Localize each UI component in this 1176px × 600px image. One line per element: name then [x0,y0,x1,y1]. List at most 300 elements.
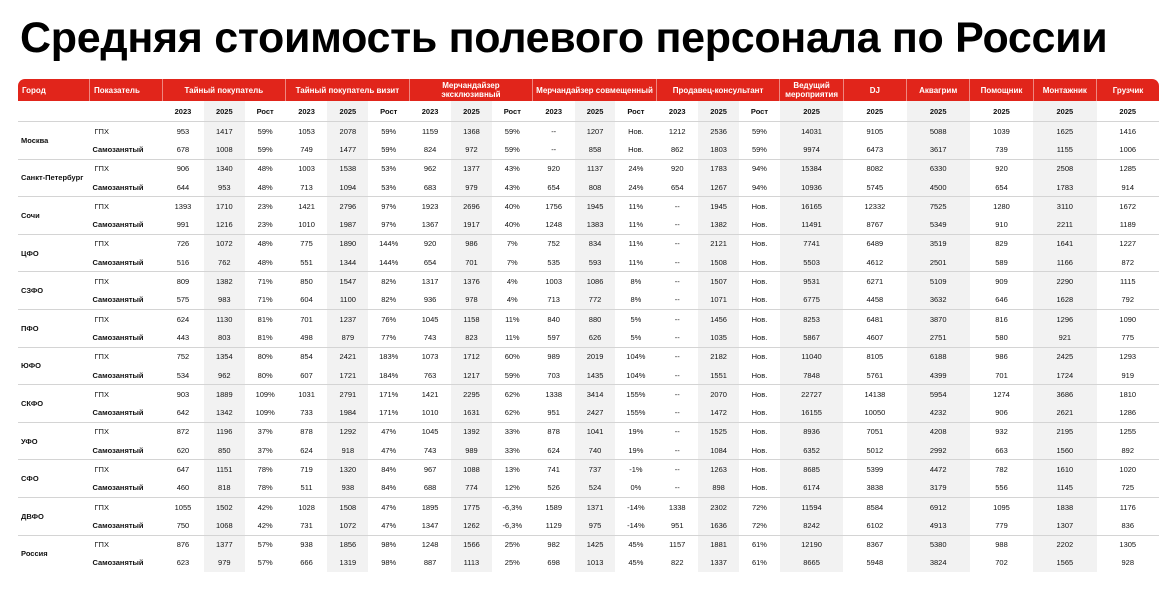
value-cell: 77% [381,332,397,342]
value-cell: Нов. [751,408,768,418]
value-cell: 607 [300,370,313,380]
value-cell: 7051 [843,422,906,441]
city-cell: СФО [18,460,90,498]
value-cell: 989 [533,347,575,366]
value-cell: 104% [615,347,656,366]
value-cell: 5954 [907,385,970,404]
value-cell: 6174 [780,479,843,498]
value-cell: 59% [245,122,286,141]
value-cell: 1053 [286,122,328,141]
value-cell: 1881 [698,535,739,554]
value-cell: 19% [628,445,644,455]
value-cell: 81% [257,332,273,342]
value-cell: 2427 [575,403,616,422]
value-cell: 11% [505,332,520,342]
value-cell: 854 [286,347,328,366]
table-row [18,497,1159,516]
value-cell: 666 [300,558,313,568]
value-cell: 61% [739,535,780,554]
value-cell: 986 [970,347,1033,366]
value-cell: 1672 [1097,197,1159,216]
value-cell: 144% [368,234,409,253]
value-cell: 1508 [698,253,739,272]
value-cell: 98% [381,558,397,568]
value-cell: 6271 [843,272,906,291]
value-cell: 57% [257,558,273,568]
value-cell: 1803 [698,140,739,159]
value-cell: 701 [995,370,1008,380]
value-cell: 1320 [327,460,368,479]
value-cell: 898 [698,479,739,498]
value-cell: 13% [492,460,533,479]
value-cell: 4607 [866,332,884,342]
table-row [18,554,1159,572]
value-cell: 11% [615,234,656,253]
value-cell: 2992 [907,441,970,460]
value-cell: 1472 [698,403,739,422]
value-cell: -- [656,385,698,404]
value-cell: 82% [381,295,397,305]
table-row [18,441,1159,460]
value-cell: 144% [379,257,399,267]
value-cell: 1008 [204,140,245,159]
value-cell: 171% [368,385,409,404]
value-cell: 1274 [970,385,1033,404]
value-cell: 1551 [698,366,739,385]
value-cell: 1456 [698,309,739,328]
value-cell: 1068 [204,516,245,535]
indicator-cell: ГПХ [90,309,163,328]
value-cell: 98% [368,535,409,554]
value-cell: 511 [300,483,313,493]
value-cell: 4208 [907,422,970,441]
value-cell: 12332 [843,197,906,216]
value-cell: 2501 [907,253,970,272]
value-cell: 78% [257,483,273,493]
value-cell: 1560 [1033,441,1096,460]
value-cell: 59% [381,144,397,154]
value-cell: 1377 [204,535,245,554]
value-cell: 2425 [1033,347,1096,366]
value-cell: Нов. [739,347,780,366]
value-cell: 94% [751,182,767,192]
page-title: Средняя стоимость полевого персонала по России [20,14,1108,62]
value-cell: 644 [176,182,190,192]
value-cell: 1917 [451,215,492,234]
value-cell: 1176 [1097,497,1159,516]
value-cell: 8253 [780,309,843,328]
value-cell: 624 [162,309,204,328]
value-cell: 1945 [698,197,739,216]
value-cell: 53% [368,159,409,178]
city-cell: ЮФО [18,347,90,385]
value-cell: 59% [368,122,409,141]
value-cell: 1084 [698,441,739,460]
value-cell: 7741 [780,234,843,253]
table-row [18,535,1159,554]
single-header: Ведущий мероприятия [780,79,843,101]
value-cell: Нов. [751,332,768,342]
value-cell: 1502 [204,497,245,516]
value-cell: 2796 [327,197,368,216]
value-cell: 1775 [451,497,492,516]
table-row [18,347,1159,366]
table-row [18,403,1159,422]
value-cell: 752 [533,234,575,253]
value-cell: 1382 [204,272,245,291]
value-cell: 4% [492,272,533,291]
value-cell: 763 [423,370,437,380]
value-cell: 48% [257,182,273,192]
value-cell: 986 [451,234,492,253]
value-cell: -- [674,220,680,230]
value-cell: 71% [257,295,273,305]
value-cell: 8242 [780,516,843,535]
value-cell: 59% [257,144,273,154]
value-cell: 1783 [1033,178,1096,197]
value-cell: 12% [504,483,520,493]
value-cell: 11594 [780,497,843,516]
value-cell: 76% [368,309,409,328]
value-cell: 1340 [204,159,245,178]
value-cell: 47% [368,497,409,516]
indicator-cell: Самозанятый [92,445,144,455]
value-cell: 9531 [780,272,843,291]
value-cell: 878 [533,422,575,441]
sub-header: 2023 [533,101,575,122]
value-cell: 1010 [421,408,439,418]
value-cell: 43% [504,182,520,192]
value-cell: 5867 [780,328,843,347]
value-cell: 1088 [451,460,492,479]
value-cell: 8105 [843,347,906,366]
value-cell: 23% [257,220,273,230]
sub-header: 2025 [1033,101,1096,122]
value-cell: 920 [970,159,1033,178]
value-cell: Нов. [739,309,780,328]
value-cell: 11% [492,309,533,328]
value-cell: 3686 [1033,385,1096,404]
value-cell: 1115 [1097,272,1159,291]
value-cell: 1923 [409,197,451,216]
value-cell: 80% [257,370,273,380]
indicator-cell: Самозанятый [92,144,144,154]
value-cell: 6489 [843,234,906,253]
value-cell: 11491 [780,215,843,234]
value-cell: 580 [995,332,1008,342]
group-header: Тайный покупатель визит [286,79,410,101]
value-cell: 876 [162,535,204,554]
value-cell: 962 [204,366,245,385]
value-cell: 1006 [1119,144,1137,154]
value-cell: 688 [423,483,437,493]
value-cell: 6481 [843,309,906,328]
subheader-row [18,101,1159,122]
value-cell: 60% [492,347,533,366]
value-cell: 1286 [1119,408,1137,418]
value-cell: Нов. [751,483,768,493]
value-cell: 1285 [1097,159,1159,178]
value-cell: 1712 [451,347,492,366]
value-cell: 2421 [327,347,368,366]
value-cell: 45% [615,535,656,554]
value-cell: 1212 [656,122,698,141]
indicator-cell: ГПХ [90,422,163,441]
indicator-cell: Самозанятый [92,483,144,493]
value-cell: Нов. [739,234,780,253]
group-header: Тайный покупатель [162,79,286,101]
value-cell: 978 [451,291,492,310]
value-cell: 1166 [1033,253,1096,272]
value-cell: 526 [547,483,560,493]
indicator-cell: ГПХ [90,535,163,554]
value-cell: 47% [381,445,397,455]
value-cell: 10050 [864,408,886,418]
value-cell: 803 [204,328,245,347]
value-cell: 535 [547,257,560,267]
value-cell: 12190 [780,535,843,554]
value-cell: 1724 [1033,366,1096,385]
value-cell: 967 [409,460,451,479]
value-cell: 654 [547,182,560,192]
sub-header: 2025 [698,101,739,122]
value-cell: 928 [1121,558,1135,568]
value-cell: 1368 [451,122,492,141]
value-cell: 1217 [451,366,492,385]
value-cell: 1377 [451,159,492,178]
value-cell: 4458 [866,295,884,305]
value-cell: 5349 [907,215,970,234]
value-cell: 1159 [409,122,451,141]
value-cell: 1003 [286,159,328,178]
value-cell: 878 [286,422,328,441]
group-header: Мерчандайзер эксклюзивный [409,79,533,101]
indicator-cell: ГПХ [90,122,163,141]
sub-header: Рост [615,101,656,122]
value-cell: 910 [995,220,1008,230]
value-cell: 42% [257,520,273,530]
value-cell: 1280 [970,197,1033,216]
value-cell: 2121 [698,234,739,253]
value-cell: 43% [492,159,533,178]
value-cell: 1207 [575,122,616,141]
value-cell: 11% [615,197,656,216]
value-cell: Нов. [628,144,644,154]
value-cell: -- [674,257,680,267]
value-cell: 1255 [1097,422,1159,441]
table-row [18,516,1159,535]
value-cell: 663 [995,445,1008,455]
value-cell: 5948 [866,558,884,568]
value-cell: 741 [533,460,575,479]
value-cell: 892 [1121,445,1135,455]
col-city-header: Город [18,79,90,101]
value-cell: 589 [995,257,1008,267]
value-cell: 938 [286,535,328,554]
table-row [18,253,1159,272]
value-cell: 713 [300,182,313,192]
value-cell: 2536 [698,122,739,141]
value-cell: 1227 [1097,234,1159,253]
value-cell: 6102 [866,520,884,530]
value-cell: 921 [1033,328,1096,347]
value-cell: 1196 [204,422,245,441]
value-cell: 6912 [907,497,970,516]
value-cell: 1435 [575,366,616,385]
value-cell: 1416 [1097,122,1159,141]
value-cell: 4399 [907,366,970,385]
value-cell: 1292 [327,422,368,441]
value-cell: 534 [176,370,190,380]
value-cell: 4913 [907,516,970,535]
value-cell: 4472 [907,460,970,479]
value-cell: 1987 [327,215,368,234]
value-cell: 24% [628,182,644,192]
value-cell: 775 [1121,332,1135,342]
value-cell: 623 [176,558,190,568]
value-cell: 3110 [1033,197,1096,216]
value-cell: 991 [176,220,190,230]
value-cell: 829 [970,234,1033,253]
value-cell: 6330 [907,159,970,178]
value-cell: 1090 [1097,309,1159,328]
value-cell: 1525 [698,422,739,441]
value-cell: 872 [162,422,204,441]
value-cell: 5761 [866,370,884,380]
value-cell: 1895 [409,497,451,516]
city-cell: Сочи [18,197,90,235]
value-cell: 840 [533,309,575,328]
table-row [18,140,1159,159]
value-cell: 6352 [780,441,843,460]
value-cell: 1100 [327,291,368,310]
value-cell: 1055 [162,497,204,516]
value-cell: 647 [162,460,204,479]
value-cell: 1248 [409,535,451,554]
value-cell: 53% [381,182,397,192]
sub-header: 2023 [162,101,204,122]
value-cell: 9105 [843,122,906,141]
value-cell: 1625 [1033,122,1096,141]
value-cell: 8584 [843,497,906,516]
value-cell: 3179 [907,479,970,498]
indicator-cell: ГПХ [90,347,163,366]
value-cell: 1984 [327,403,368,422]
value-cell: 646 [995,295,1008,305]
value-cell: 624 [547,445,560,455]
city-cell: СКФО [18,385,90,423]
value-cell: 1189 [1119,220,1136,230]
value-cell: -1% [615,460,656,479]
value-cell: 1371 [575,497,616,516]
indicator-cell: ГПХ [90,197,163,216]
indicator-cell: Самозанятый [92,332,144,342]
table-row [18,460,1159,479]
value-cell: 5380 [907,535,970,554]
sub-header: Рост [245,101,286,122]
value-cell: 8685 [780,460,843,479]
value-cell: 920 [409,234,451,253]
value-cell: 5503 [780,253,843,272]
single-header: Помощник [970,79,1033,101]
value-cell: 5012 [866,445,884,455]
cost-table-wrap [18,79,1159,572]
value-cell: 1376 [451,272,492,291]
city-cell: УФО [18,422,90,460]
value-cell: 713 [547,295,560,305]
value-cell: 25% [492,535,533,554]
value-cell: 988 [970,535,1033,554]
value-cell: 792 [1121,295,1135,305]
indicator-cell: ГПХ [90,234,163,253]
value-cell: 1382 [698,215,739,234]
value-cell: -- [674,370,680,380]
value-cell: 1137 [575,159,616,178]
value-cell: 1237 [327,309,368,328]
value-cell: 740 [575,441,616,460]
indicator-cell: ГПХ [90,460,163,479]
table-row [18,366,1159,385]
value-cell: 1338 [533,385,575,404]
value-cell: 1319 [327,554,368,572]
value-cell: 109% [255,408,275,418]
value-cell: 1421 [409,385,451,404]
value-cell: 7848 [780,366,843,385]
value-cell: -- [674,295,680,305]
value-cell: 575 [176,295,190,305]
value-cell: 1155 [1033,140,1096,159]
table-row [18,385,1159,404]
value-cell: 5088 [907,122,970,141]
value-cell: 23% [245,197,286,216]
value-cell: 642 [176,408,190,418]
value-cell: 982 [533,535,575,554]
value-cell: 61% [751,558,767,568]
city-cell: ПФО [18,309,90,347]
value-cell: 59% [504,370,520,380]
value-cell: -- [674,445,680,455]
value-cell: 1425 [575,535,616,554]
value-cell: 725 [1121,483,1135,493]
value-cell: 1267 [698,178,739,197]
value-cell: 872 [1121,257,1135,267]
value-cell: 84% [381,483,397,493]
city-cell: ДВФО [18,497,90,535]
value-cell: 979 [204,554,245,572]
value-cell: 2696 [451,197,492,216]
value-cell: 25% [504,558,520,568]
value-cell: -- [674,332,680,342]
value-cell: 850 [286,272,328,291]
indicator-cell: ГПХ [90,272,163,291]
value-cell: 3632 [907,291,970,310]
value-cell: 654 [995,182,1008,192]
value-cell: 10936 [780,178,843,197]
value-cell: 78% [245,460,286,479]
value-cell: 879 [327,328,368,347]
value-cell: 823 [451,328,492,347]
value-cell: -14% [615,497,656,516]
value-cell: 743 [423,332,437,342]
value-cell: 15384 [780,159,843,178]
value-cell: 183% [368,347,409,366]
value-cell: 887 [423,558,437,568]
sub-header: 2025 [970,101,1033,122]
value-cell: 862 [670,144,684,154]
value-cell: -- [656,197,698,216]
table-row [18,178,1159,197]
value-cell: 1248 [545,220,563,230]
